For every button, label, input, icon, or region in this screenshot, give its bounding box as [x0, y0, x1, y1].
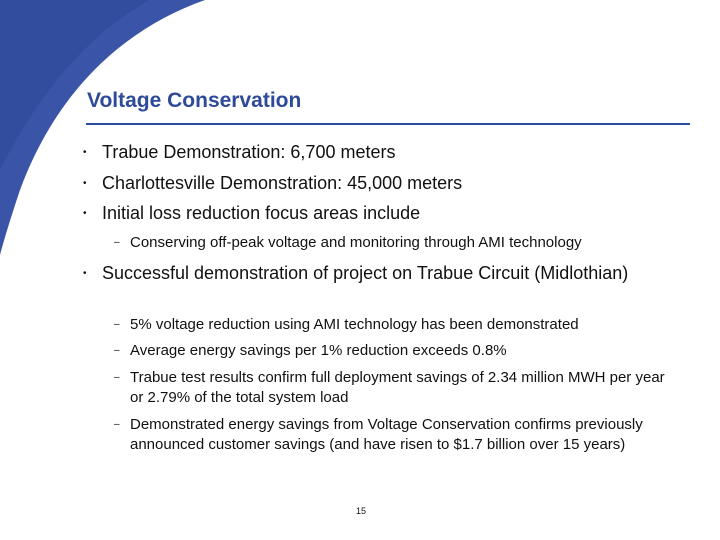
bullet-item: [83, 262, 673, 285]
sub-bullet-text: Conserving off-peak voltage and monitoring through AMI technology: [130, 234, 582, 251]
bullet-text: Trabue Demonstration: 6,700 meters: [102, 142, 396, 162]
sub-bullet-text: Trabue test results confirm full deployment savings of 2.34 million MWH per year or 2.79% of the total system load: [130, 369, 665, 406]
sub-bullet-text: 5% voltage reduction using AMI technology has been demonstrated: [130, 316, 579, 333]
sub-bullet-marker: –: [114, 319, 120, 330]
bullet-marker: •: [83, 268, 87, 279]
bullet-text: Charlottesville Demonstration: 45,000 meters: [102, 173, 463, 193]
bullet-item: [83, 172, 673, 195]
bullet-marker: •: [83, 147, 87, 158]
bullet-item: [83, 202, 673, 225]
sub-bullet-item: [114, 368, 674, 408]
sub-bullet-marker: –: [114, 372, 120, 383]
bullet-marker: •: [83, 178, 87, 189]
sub-bullet-marker: –: [114, 345, 120, 356]
bullet-marker: •: [83, 208, 87, 219]
bullet-text: Successful demonstration of project on Trabue Circuit (Midlothian): [102, 263, 629, 283]
sub-bullet-item: [114, 415, 674, 455]
sub-bullet-item: [114, 233, 674, 253]
sub-bullet-item: [114, 341, 674, 361]
slide-title: Voltage Conservation: [87, 89, 302, 112]
sub-bullet-marker: –: [114, 237, 120, 248]
bullet-item: [83, 141, 673, 164]
sub-bullet-text: Demonstrated energy savings from Voltage Conservation confirms previously announced customer savings (and have risen to $1.7 billion over 15 years): [130, 416, 643, 453]
sub-bullet-marker: –: [114, 419, 120, 430]
sub-bullet-text: Average energy savings per 1% reduction exceeds 0.8%: [130, 342, 507, 359]
sub-bullet-item: [114, 315, 674, 335]
page-number: 15: [355, 506, 366, 516]
bullet-text: Initial loss reduction focus areas include: [102, 203, 421, 223]
